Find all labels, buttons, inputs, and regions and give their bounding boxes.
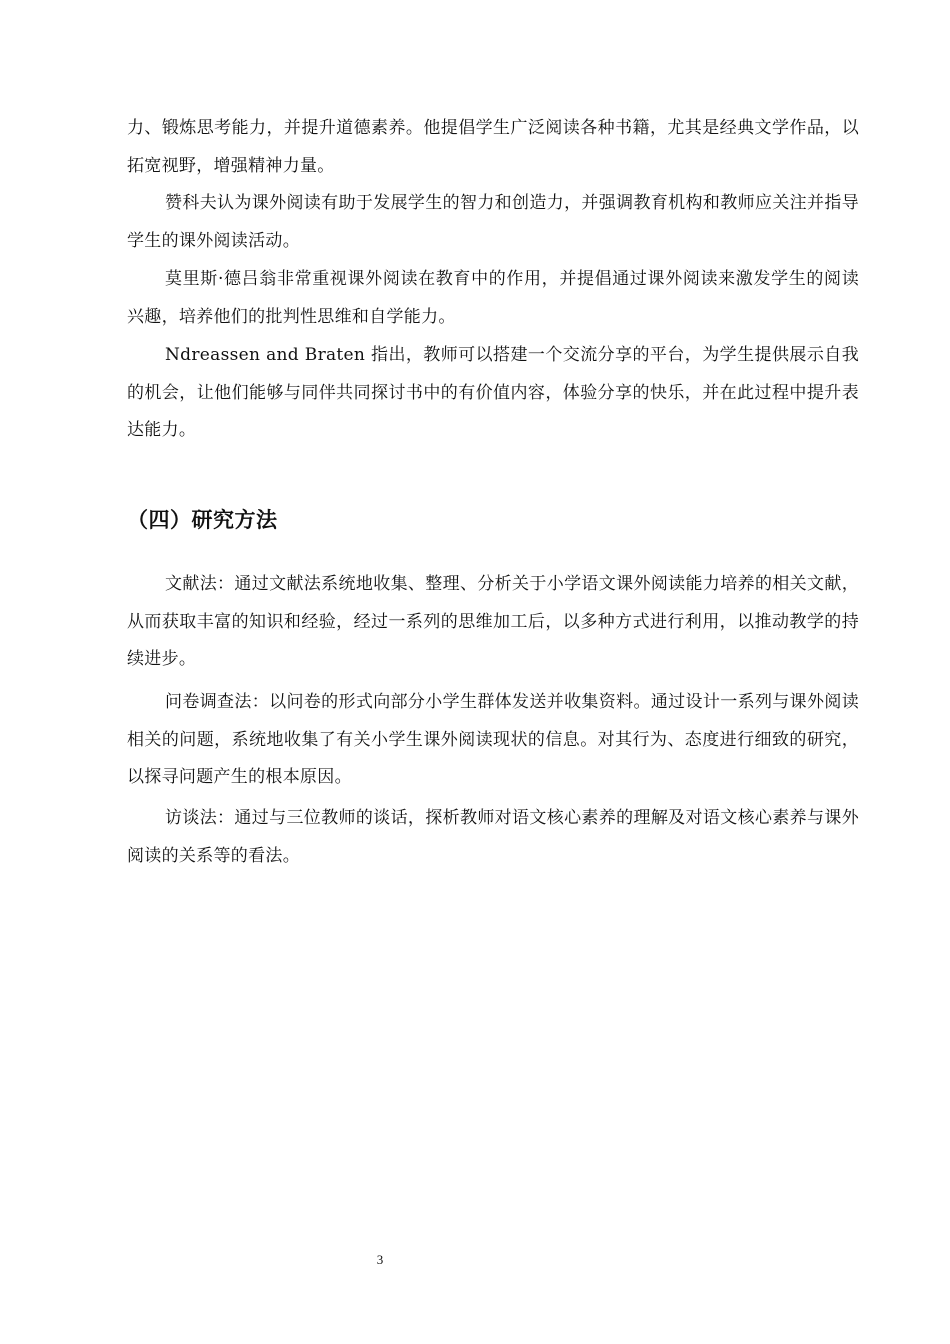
- paragraph-3: 莫里斯·德吕翁非常重视课外阅读在教育中的作用，并提倡通过课外阅读来激发学生的阅读兴趣，培养他们的批判性思维和自学能力。: [127, 269, 859, 327]
- method-paragraph-literature: 文献法：通过文献法系统地收集、整理、分析关于小学语文课外阅读能力培养的相关文献，从而获取丰富的知识和经验，经过一系列的思维加工后，以多种方式进行利用，以推动教学的持续进步。: [127, 574, 859, 669]
- section-heading: （四）研究方法: [127, 508, 278, 532]
- paragraph-1: 力、锻炼思考能力，并提升道德素养。他提倡学生广泛阅读各种书籍，尤其是经典文学作品，以拓宽视野，增强精神力量。: [127, 118, 859, 176]
- paragraph-4: Ndreassen and Braten 指出，教师可以搭建一个交流分享的平台，为学生提供展示自我的机会，让他们能够与同伴共同探讨书中的有价值内容，体验分享的快乐，并在此过程中提升表达能力。: [127, 345, 859, 440]
- page-number: 3: [376, 1252, 384, 1267]
- method-paragraph-questionnaire: 问卷调查法：以问卷的形式向部分小学生群体发送并收集资料。通过设计一系列与课外阅读相关的问题，系统地收集了有关小学生课外阅读现状的信息。对其行为、态度进行细致的研究，以探寻问题产生的根本原因。: [127, 692, 859, 787]
- paragraph-2: 赞科夫认为课外阅读有助于发展学生的智力和创造力，并强调教育机构和教师应关注并指导学生的课外阅读活动。: [127, 193, 859, 251]
- method-paragraph-interview: 访谈法：通过与三位教师的谈话，探析教师对语文核心素养的理解及对语文核心素养与课外阅读的关系等的看法。: [127, 808, 859, 866]
